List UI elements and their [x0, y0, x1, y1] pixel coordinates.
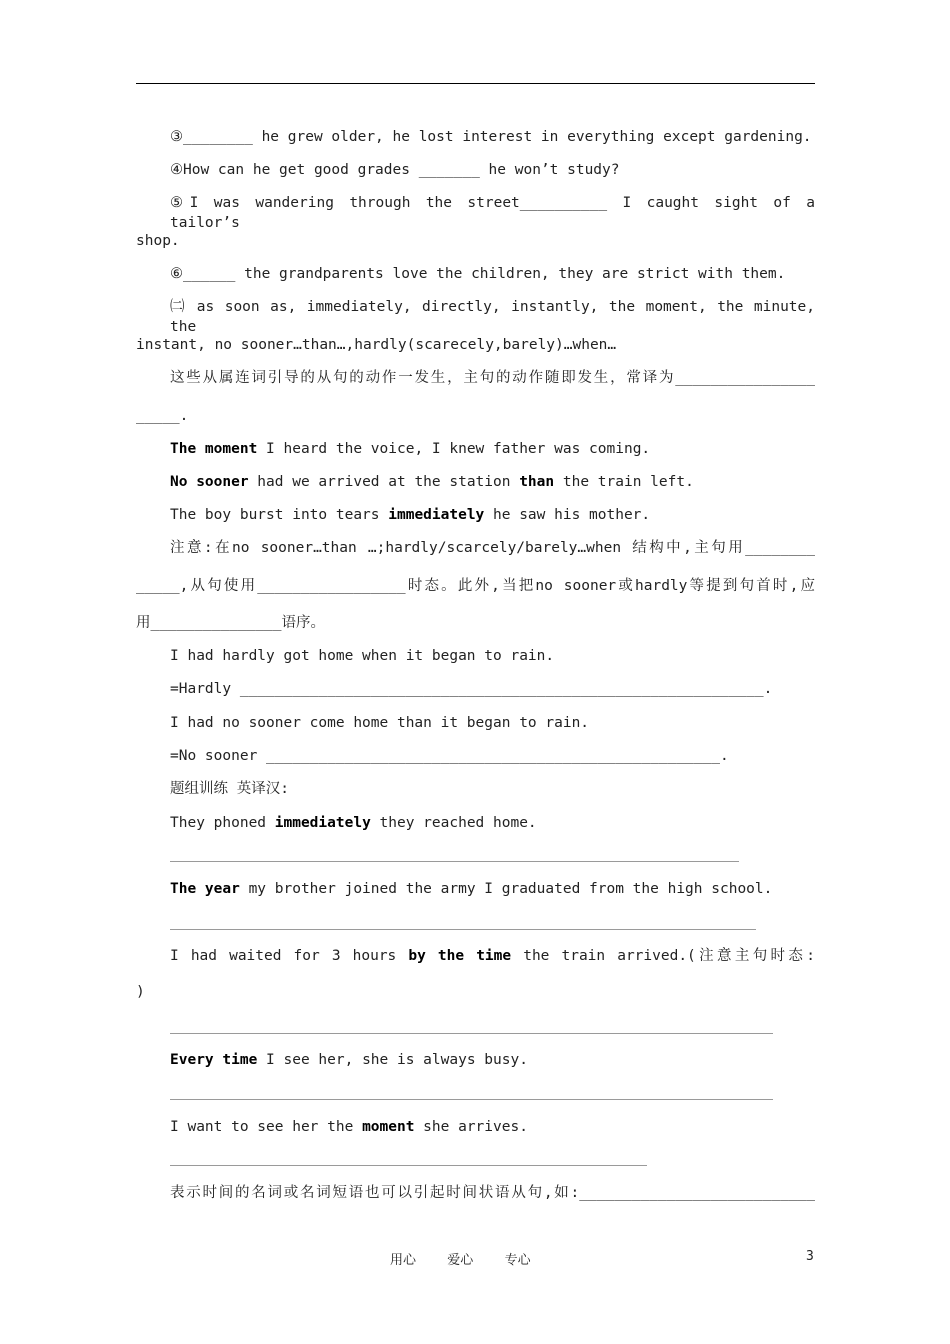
- rewrite-original-2: I had no sooner come home than it began to rain.: [170, 715, 590, 731]
- keyword-bold: immediately: [274, 815, 371, 831]
- note-line-2: _____,从句使用_________________时态。此外,当把no sooner或hardly等提到句首时,应: [136, 578, 815, 594]
- header-rule: [136, 83, 815, 84]
- closing-prompt: 表示时间的名词或名词短语也可以引起时间状语从句,如:___________________________: [170, 1185, 815, 1201]
- section-2-heading-cont: instant, no sooner…than…,hardly(scarecely,barely)…when…: [136, 337, 617, 353]
- blank-item-4: ④How can he get good grades _______ he won’t study?: [170, 162, 620, 178]
- keyword-bold: The moment: [170, 441, 258, 457]
- keyword-bold: than: [519, 474, 555, 490]
- practice-sentence-3-cont: ): [136, 984, 145, 1000]
- blank-item-3: ③________ he grew older, he lost interest in everything except gardening.: [170, 129, 812, 145]
- blank-item-5: ⑤I was wandering through the street__________ I caught sight of a tailor’s: [170, 195, 815, 231]
- section-2-heading: ㈡ as soon as, immediately, directly, instantly, the moment, the minute, the: [170, 299, 815, 335]
- practice-heading: 题组训练 英译汉:: [170, 781, 289, 797]
- section-2-description-cont: _____.: [136, 408, 189, 424]
- keyword-bold: by the time: [408, 948, 512, 964]
- blank-item-5-cont: shop.: [136, 233, 180, 249]
- keyword-bold: moment: [362, 1119, 415, 1135]
- rewrite-answer-1: =Hardly ____________________________________________________________.: [170, 681, 773, 697]
- example-sentence-3: The boy burst into tears immediately he saw his mother.: [170, 507, 651, 523]
- practice-sentence-5: I want to see her the moment she arrives.: [170, 1119, 528, 1135]
- note-line-3: 用_______________语序。: [136, 615, 325, 631]
- example-sentence-1: The moment I heard the voice, I knew father was coming.: [170, 441, 651, 457]
- keyword-bold: immediately: [388, 507, 485, 523]
- rewrite-original-1: I had hardly got home when it began to rain.: [170, 648, 555, 664]
- answer-line-4[interactable]: [170, 1099, 773, 1100]
- practice-sentence-2: The year my brother joined the army I graduated from the high school.: [170, 881, 773, 897]
- answer-line-2[interactable]: [170, 929, 756, 930]
- answer-line-3[interactable]: [170, 1033, 773, 1034]
- keyword-bold: The year: [170, 881, 240, 897]
- answer-line-1[interactable]: [170, 861, 739, 862]
- section-2-description: 这些从属连词引导的从句的动作一发生，主句的动作随即发生，常译为________________: [170, 370, 815, 386]
- note-line-1: 注意:在no sooner…than …;hardly/scarcely/barely…when 结构中,主句用________: [170, 540, 815, 556]
- practice-sentence-1: They phoned immediately they reached home.: [170, 815, 537, 831]
- keyword-bold: No sooner: [170, 474, 249, 490]
- blank-item-6: ⑥______ the grandparents love the children, they are strict with them.: [170, 266, 786, 282]
- practice-sentence-4: Every time I see her, she is always busy.: [170, 1052, 528, 1068]
- example-sentence-2: No sooner had we arrived at the station than the train left.: [170, 474, 694, 490]
- answer-line-5[interactable]: [170, 1165, 647, 1166]
- keyword-bold: Every time: [170, 1052, 258, 1068]
- rewrite-answer-2: =No sooner ____________________________________________________.: [170, 748, 729, 764]
- footer-motto: 用心 爱心 专心: [390, 1253, 531, 1268]
- practice-sentence-3: I had waited for 3 hours by the time the train arrived.(注意主句时态:: [170, 948, 815, 964]
- page-number: 3: [806, 1249, 814, 1264]
